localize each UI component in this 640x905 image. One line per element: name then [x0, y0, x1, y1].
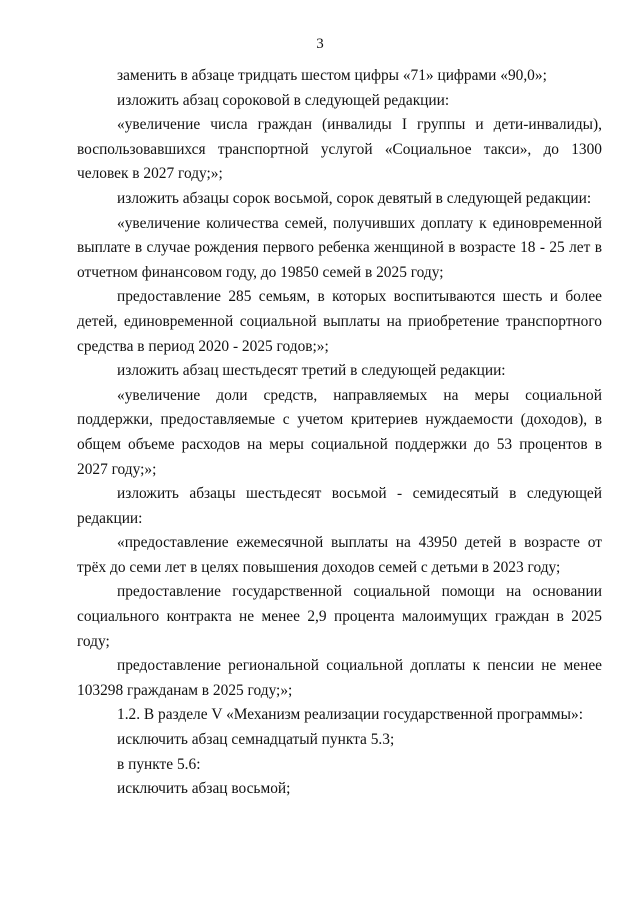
paragraph: предоставление 285 семьям, в которых воспитываются шесть и более детей, единовременной социальной выплаты на приобретение транспортного средства в период 2020 - 2025 годов;»;: [77, 288, 602, 355]
paragraph: «увеличение числа граждан (инвалиды I группы и дети-инвалиды), воспользовавшихся транспортной услугой «Социальное такси», до 1300 человек в 2027 году;»;: [77, 116, 602, 183]
page-number: 3: [316, 36, 324, 52]
paragraph: заменить в абзаце тридцать шестом цифры «71» цифрами «90,0»;: [117, 67, 547, 84]
paragraph: исключить абзац семнадцатый пункта 5.3;: [117, 731, 395, 749]
paragraph: «предоставление ежемесячной выплаты на 43950 детей в возрасте от трёх до семи лет в целях повышения доходов семей с детьми в 2023 году;: [77, 534, 602, 576]
paragraph: 1.2. В разделе V «Механизм реализации государственной программы»:: [117, 706, 583, 724]
paragraph: изложить абзац шестьдесят третий в следующей редакции:: [117, 362, 506, 380]
paragraph: в пункте 5.6:: [117, 755, 201, 773]
paragraph: изложить абзацы шестьдесят восьмой - семидесятый в следующей редакции:: [77, 485, 602, 527]
paragraph: предоставление государственной социальной помощи на основании социального контракта не менее 2,9 процента малоимущих граждан в 2025 году;: [77, 583, 602, 650]
paragraph: «увеличение количества семей, получивших доплату к единовременной выплате в случае рождения первого ребенка женщиной в возрасте 18 - 25 лет в отчетном финансовом году, до 19850 семей в 2025 году;: [77, 214, 602, 281]
paragraph: изложить абзац сороковой в следующей редакции:: [117, 91, 450, 109]
paragraph: исключить абзац восьмой;: [117, 780, 291, 798]
paragraph: «увеличение доли средств, направляемых на меры социальной поддержки, предоставляемые с учетом критериев нуждаемости (доходов), в общем объеме расходов на меры социальной поддержки до 53 процентов в 2027 году;»;: [77, 386, 602, 478]
paragraph: изложить абзацы сорок восьмой, сорок девятый в следующей редакции:: [117, 189, 592, 207]
paragraph: предоставление региональной социальной доплаты к пенсии не менее 103298 гражданам в 2025 году;»;: [77, 657, 602, 699]
document-body: [77, 64, 602, 802]
